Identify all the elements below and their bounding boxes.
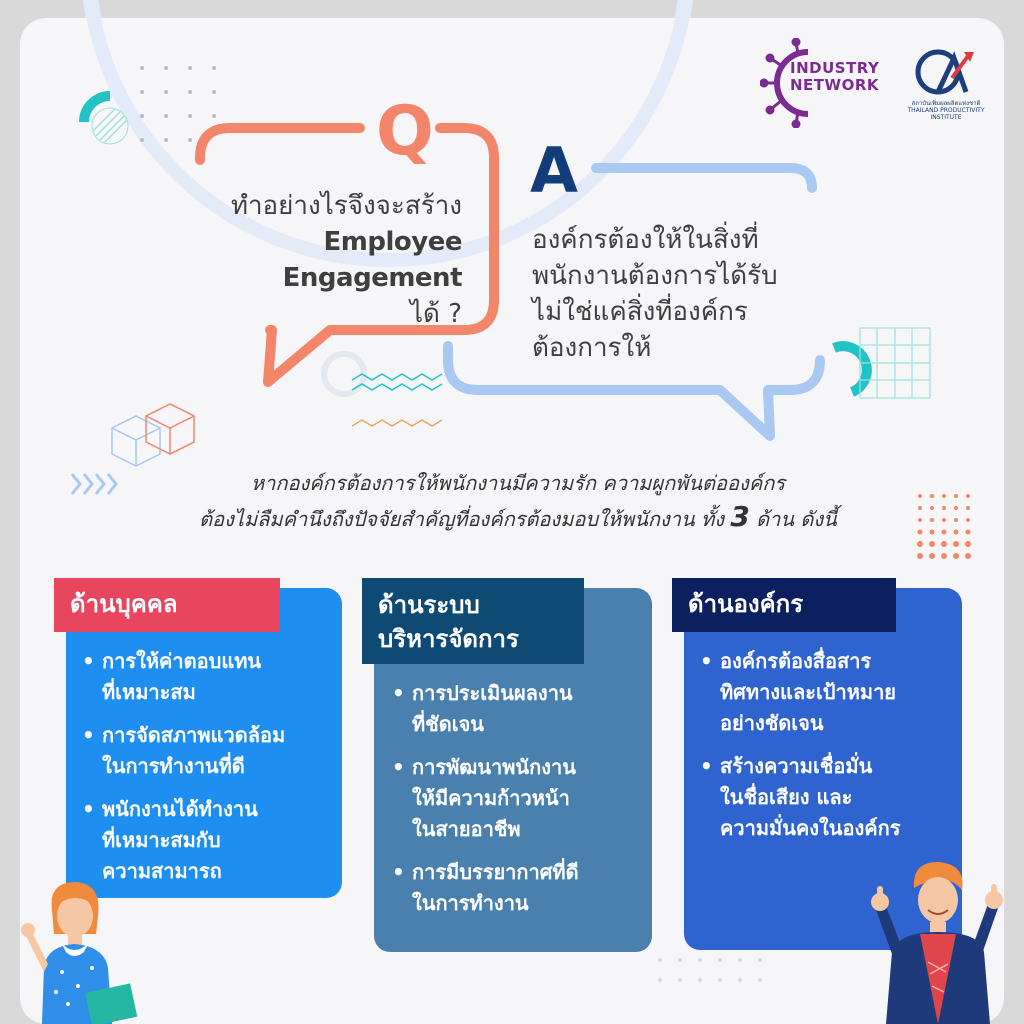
intro-line-2-post: ด้าน ดังนี้ xyxy=(749,507,837,531)
list-item xyxy=(390,857,652,919)
panel-individual-header xyxy=(54,578,280,632)
item-line: ในการทำงาน xyxy=(412,891,529,915)
panel-individual-title: ด้านบุคคล xyxy=(70,590,178,618)
item-line: ให้มีความก้าวหน้า xyxy=(412,786,570,810)
answer-line-4: ต้องการให้ xyxy=(532,333,652,363)
question-letter: Q xyxy=(376,92,434,171)
industry-word: INDUSTRY xyxy=(790,59,880,77)
item-line: ความมั่นคงในองค์กร xyxy=(720,816,901,840)
panel-management-header xyxy=(362,578,584,664)
answer-letter: A xyxy=(530,134,578,207)
question-bubble xyxy=(200,128,360,160)
panel-organization-body xyxy=(698,646,960,856)
item-line: ความสามารถ xyxy=(102,859,222,883)
answer-line-2: พนักงานต้องการได้รับ xyxy=(532,261,778,291)
item-line: การประเมินผลงาน xyxy=(412,681,573,705)
question-text xyxy=(150,188,462,332)
item-line: การจัดสภาพแวดล้อม xyxy=(102,723,286,747)
answer-text xyxy=(532,222,872,366)
panel-management-title-2: บริหารจัดการ xyxy=(378,625,519,653)
tpi-thai-name: สถาบันเพิ่มผลผลิตแห่งชาติ xyxy=(911,100,981,107)
item-line: การให้ค่าตอบแทน xyxy=(102,649,262,673)
man-illustration xyxy=(868,852,1006,1024)
network-word: NETWORK xyxy=(790,76,880,94)
decor-dot-grid-left xyxy=(140,66,216,142)
item-line: สร้างความเชื่อมั่น xyxy=(720,754,873,778)
intro-number: 3 xyxy=(730,500,750,533)
intro-text xyxy=(88,466,948,536)
item-line: ที่เหมาะสม xyxy=(102,680,196,704)
industry-network-wordmark xyxy=(790,60,879,94)
tpi-english-name: THAILAND PRODUCTIVITY INSTITUTE xyxy=(907,107,985,121)
panel-organization-title: ด้านองค์กร xyxy=(688,590,804,618)
panel-organization-list xyxy=(698,646,960,844)
panel-management-title-1: ด้านระบบ xyxy=(378,591,480,619)
panel-individual-body xyxy=(80,646,342,899)
answer-line-1: องค์กรต้องให้ในสิ่งที่ xyxy=(532,225,759,255)
item-line: การพัฒนาพนักงาน xyxy=(412,755,576,779)
intro-line-1: หากองค์กรต้องการให้พนักงานมีความรัก ความผูกพันต่อองค์กร xyxy=(250,471,786,495)
woman-illustration xyxy=(18,876,148,1024)
panel-organization-header xyxy=(672,578,896,632)
list-item xyxy=(390,678,652,740)
answer-bubble xyxy=(596,168,812,188)
answer-line-3: ไม่ใช่แค่สิ่งที่องค์กร xyxy=(532,297,748,327)
list-item xyxy=(80,794,342,887)
question-line-3: ได้ ? xyxy=(409,299,462,329)
panel-management-list xyxy=(390,678,652,919)
item-line: พนักงานได้ทำงาน xyxy=(102,797,258,821)
tpi-caption xyxy=(904,100,988,121)
intro-line-2-pre: ต้องไม่ลืมคำนึงถึงปัจจัยสำคัญที่องค์กรต้องมอบให้พนักงาน ทั้ง xyxy=(199,507,731,531)
decor-small-ring xyxy=(324,354,364,394)
item-line: ในการทำงานที่ดี xyxy=(102,754,245,778)
decor-dots-bottom xyxy=(658,958,762,982)
item-line: การมีบรรยากาศที่ดี xyxy=(412,860,579,884)
item-line: ในสายอาชีพ xyxy=(412,817,521,841)
panel-management-body xyxy=(390,678,652,931)
item-line: องค์กรต้องสื่อสาร xyxy=(720,649,872,673)
list-item xyxy=(390,752,652,845)
question-line-2: Employee Engagement xyxy=(282,227,462,293)
decor-cubes xyxy=(112,404,194,466)
list-item xyxy=(80,720,342,782)
list-item xyxy=(698,751,960,844)
list-item xyxy=(698,646,960,739)
item-line: ทิศทางและเป้าหมาย xyxy=(720,680,897,704)
item-line: อย่างชัดเจน xyxy=(720,711,824,735)
intro-line-2 xyxy=(88,500,948,536)
item-line: ในชื่อเสียง และ xyxy=(720,785,853,809)
list-item xyxy=(80,646,342,708)
question-line-1: ทำอย่างไรจึงจะสร้าง xyxy=(230,191,462,221)
item-line: ที่เหมาะสมกับ xyxy=(102,828,221,852)
panel-individual-list xyxy=(80,646,342,887)
item-line: ที่ชัดเจน xyxy=(412,712,484,736)
